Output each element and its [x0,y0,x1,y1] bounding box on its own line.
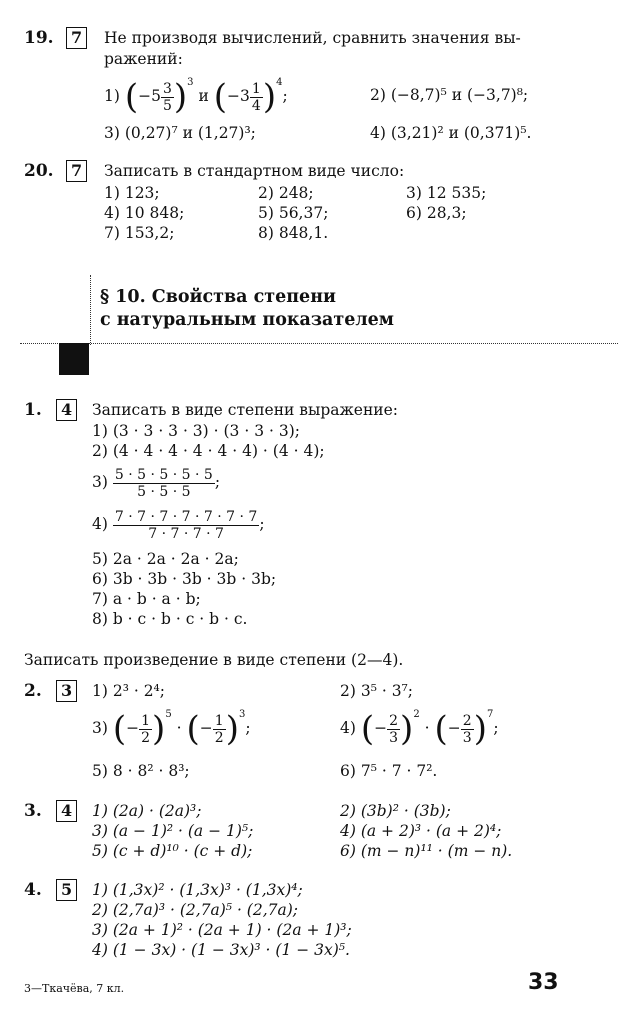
task-2-item-1: 1) 2³ · 2⁴; [92,682,165,700]
dotted-horizontal-line [20,343,618,344]
page-number: 33 [528,970,559,995]
task-1-item-7: 7) a · b · a · b; [92,590,201,608]
task-1-number: 1. [24,400,42,420]
task-3-item-3: 3) (a − 1)² · (a − 1)⁵; [92,822,254,840]
task-4-item-3: 3) (2a + 1)² · (2a + 1) · (2a + 1)³; [92,921,352,939]
task-1-item-5: 5) 2a · 2a · 2a · 2a; [92,550,239,568]
footer-signature: 3—Ткачёва, 7 кл. [24,982,125,995]
task-1-text: Записать в виде степени выражение: [92,401,399,419]
task-1-item-2: 2) (4 · 4 · 4 · 4 · 4 · 4) · (4 · 4); [92,442,325,460]
task-20-item: 1) 123; [104,184,160,202]
task-1-item-8: 8) b · c · b · c · b · c. [92,610,248,628]
task-3-level-box: 4 [56,800,77,822]
task-3-item-4: 4) (a + 2)³ · (a + 2)⁴; [340,822,502,840]
task-2-item-4: 4) (− $\frac{2}{3}$ )$^2$ · (− $\frac{2}{3}$ )$^7$; [340,709,499,749]
task-19-level-box: 7 [66,27,87,49]
task-20-number: 20. [24,161,54,181]
task-20-item: 2) 248; [258,184,314,202]
task-20-item: 7) 153,2; [104,224,175,242]
task-20-text: Записать в стандартном виде число: [104,162,405,180]
black-square-marker [59,343,89,375]
task-19-text-line1: Не производя вычислений, сравнить значения вы- [104,29,521,47]
task-19-item-3: 3) (0,27)⁷ и (1,27)³; [104,124,256,142]
task-2-level-box: 3 [56,680,77,702]
task-19-item-2: 2) (−8,7)⁵ и (−3,7)⁸; [370,86,529,104]
tasks-2-4-intro: Записать произведение в виде степени (2—4). [24,651,404,669]
task-4-item-1: 1) (1,3x)² · (1,3x)³ · (1,3x)⁴; [92,881,303,899]
task-3-item-5: 5) (c + d)¹⁰ · (c + d); [92,842,253,860]
task-20-item: 6) 28,3; [406,204,467,222]
task-2-number: 2. [24,681,42,701]
task-20-item: 3) 12 535; [406,184,487,202]
task-19-number: 19. [24,28,54,48]
task-4-number: 4. [24,880,42,900]
task-20-item: 4) 10 848; [104,204,185,222]
task-1-item-6: 6) 3b · 3b · 3b · 3b · 3b; [92,570,277,588]
dotted-vertical-line [90,275,91,345]
task-2-item-6: 6) 7⁵ · 7 · 7². [340,762,438,780]
task-20-item: 8) 848,1. [258,224,329,242]
task-20-item: 5) 56,37; [258,204,329,222]
section-title-line2: с натуральным показателем [100,310,394,330]
task-2-item-3: 3) (− $\frac{1}{2}$ )$^5$ · (− $\frac{1}{2}$ )$^3$; [92,709,251,749]
task-19-item-1: 1) (−5 $\frac{3}{5}$ )$^3$ и (−3 $\frac{1}{4}$ )$^4$; [104,77,288,117]
section-title-line1: § 10. Свойства степени [100,287,336,307]
task-2-item-5: 5) 8 · 8² · 8³; [92,762,190,780]
task-4-level-box: 5 [56,879,77,901]
task-3-item-1: 1) (2a) · (2a)³; [92,802,202,820]
task-1-item-4: 4) $\frac{7 \cdot 7 \cdot 7 \cdot 7 \cdot 7 \cdot 7 \cdot 7}{7 \cdot 7 \cdot 7 \cdot 7}$ ; [92,508,265,542]
task-19-text-line2: ражений: [104,50,183,68]
task-1-item-1: 1) (3 · 3 · 3 · 3) · (3 · 3 · 3); [92,422,300,440]
task-4-item-2: 2) (2,7a)³ · (2,7a)⁵ · (2,7a); [92,901,299,919]
task-3-number: 3. [24,801,42,821]
task-1-item-3: 3) $\frac{5 \cdot 5 \cdot 5 \cdot 5 \cdot 5}{5 \cdot 5 \cdot 5}$ ; [92,466,221,500]
task-4-item-4: 4) (1 − 3x) · (1 − 3x)³ · (1 − 3x)⁵. [92,941,350,959]
task-2-item-2: 2) 3⁵ · 3⁷; [340,682,413,700]
task-19-item-4: 4) (3,21)² и (0,371)⁵. [370,124,532,142]
task-20-level-box: 7 [66,160,87,182]
task-1-level-box: 4 [56,399,77,421]
task-3-item-2: 2) (3b)² · (3b); [340,802,451,820]
task-3-item-6: 6) (m − n)¹¹ · (m − n). [340,842,513,860]
